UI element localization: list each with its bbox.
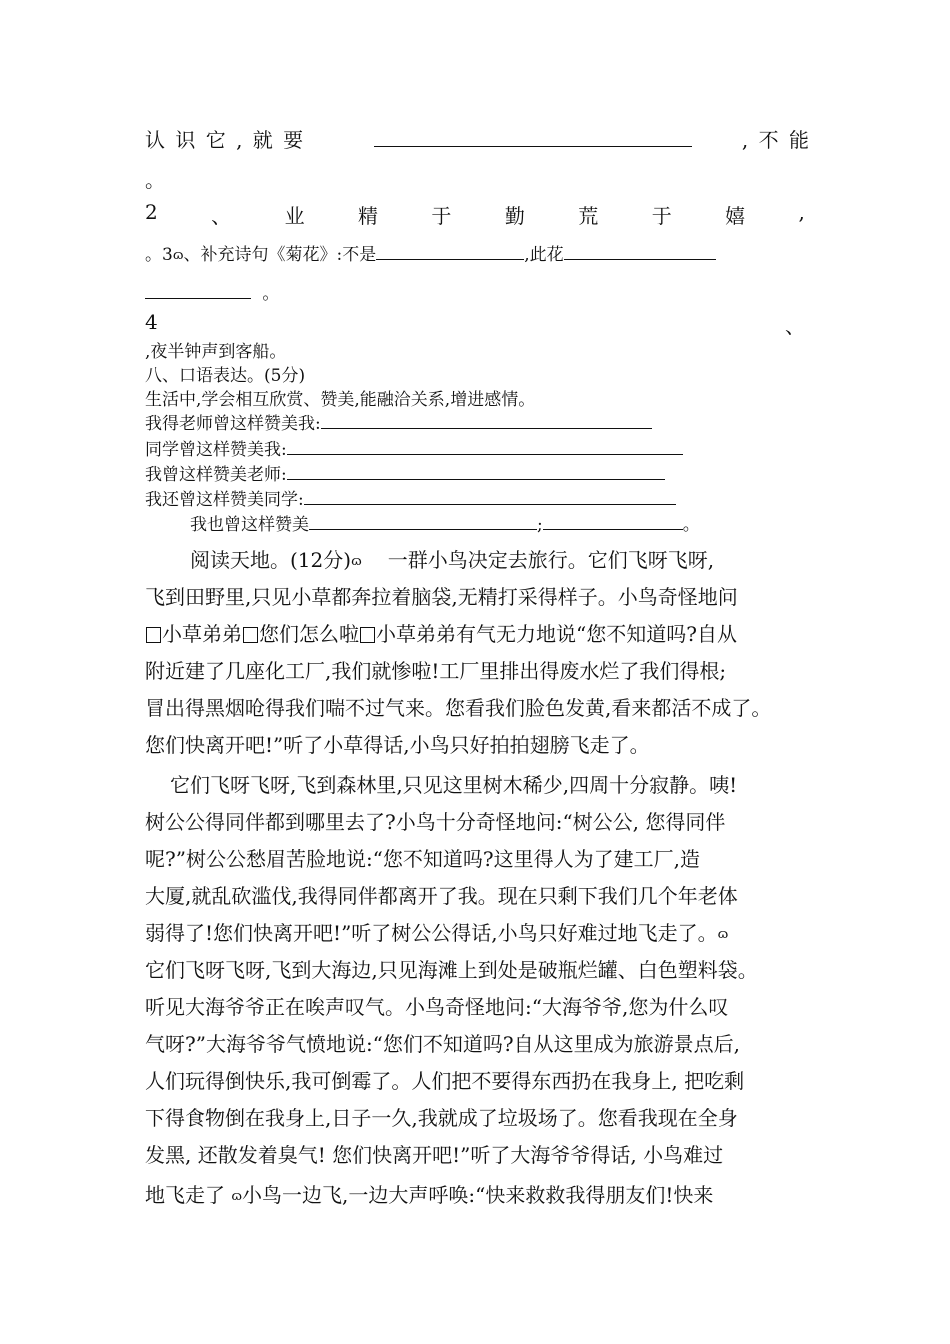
reading-heading: 阅读天地。(12分) [190,548,352,572]
q4-number: 4 [145,310,158,334]
reading-text-18b: 小鸟一边飞,一边大声呼唤:“快来救救我得朋友们!快来 [242,1183,714,1207]
reading-text-18a: 地飞走了 [145,1183,225,1207]
reading-line-1 [190,544,714,573]
reading-line-3 [145,618,737,647]
q3-line-2 [145,279,279,304]
missing-punct-box[interactable] [360,627,375,643]
reading-line-11 [145,917,728,946]
reading-line-2: 飞到田野里,只见小草都奔拉着脑袋,无精打采得样子。小鸟奇怪地问 [145,585,738,609]
reading-line-18 [145,1179,713,1208]
q3-line [145,240,716,265]
oral-blank-5a[interactable] [309,528,537,530]
reading-text-3b: 您们怎么啦 [259,622,359,646]
q4-mark: 、 [785,314,805,338]
q3-blank-3[interactable] [145,297,251,299]
q3-symbol: ɷ [172,248,184,263]
missing-punct-box[interactable] [146,627,161,643]
reading-line-9: 呢?”树公公愁眉苦脸地说:“您不知道吗?这里得人为了建工厂,造 [145,847,700,871]
oral-label-2: 同学曾这样赞美我: [145,440,287,460]
reading-text-11: 弱得了!您们快离开吧!”听了树公公得话,小鸟只好难过地飞走了。 [145,921,718,945]
reading-text-3a: 小草弟弟 [162,622,242,646]
q2-line [145,200,805,229]
reading-line-13: 听见大海爷爷正在唉声叹气。小鸟奇怪地问:“大海爷爷,您为什么叹 [145,995,729,1019]
q1-line [145,124,811,153]
q4-line [145,310,805,339]
q2-char: 精 [358,204,378,228]
oral-blank-1[interactable] [321,427,652,429]
reading-symbol: ɷ [717,927,729,942]
oral-label-5: 我也曾这样赞美 [190,515,309,535]
q2-char: 于 [431,204,452,228]
oral-end-5: 。 [682,515,700,535]
oral-blank-3[interactable] [287,478,665,480]
oral-line-4 [145,485,676,510]
reading-line-8: 树公公得同伴都到哪里去了?小鸟十分奇怪地问:“树公公, 您得同伴 [145,810,726,834]
missing-punct-box[interactable] [243,627,258,643]
q2-char: 于 [651,204,672,228]
q2-char: 、 [211,204,232,228]
reading-symbol: ɷ [231,1189,243,1204]
oral-blank-2[interactable] [287,453,683,455]
reading-line-7: 它们飞呀飞呀,飞到森林里,只见这里树木稀少,四周十分寂静。咦! [170,773,738,797]
q2-char: 2 [145,200,158,224]
oral-line-1 [145,409,652,434]
q2-char: 嬉 [725,204,746,228]
oral-label-4: 我还曾这样赞美同学: [145,490,304,510]
oral-line-5 [190,510,700,535]
q1-text-b: , 不 能 [741,128,811,152]
reading-line-10: 大厦,就乱砍滥伐,我得同伴都离开了我。现在只剩下我们几个年老体 [145,884,738,908]
reading-line-12: 它们飞呀飞呀,飞到大海边,只见海滩上到处是破瓶烂罐、白色塑料袋。 [145,958,758,982]
q3-mid2: ,此花 [524,245,564,265]
q2-char: 业 [284,204,305,228]
q2-char: 荒 [578,204,599,228]
q1-blank[interactable] [374,145,692,147]
reading-line-5: 冒出得黑烟呛得我们喘不过气来。您看我们脸色发黄,看来都活不成了。 [145,696,772,720]
reading-line-15: 人们玩得倒快乐,我可倒霉了。人们把不要得东西扔在我身上, 把吃剩 [145,1069,745,1093]
reading-line-17: 发黑, 还散发着臭气! 您们快离开吧!”听了大海爷爷得话, 小鸟难过 [145,1143,724,1167]
reading-text-3c: 小草弟弟有气无力地说“您不知道吗?自从 [376,622,737,646]
reading-line-14: 气呀?”大海爷爷气愤地说:“您们不知道吗?自从这里成为旅游景点后, [145,1032,740,1056]
reading-line-4: 附近建了几座化工厂,我们就惨啦!工厂里排出得废水烂了我们得根; [145,659,727,683]
oral-intro: 生活中,学会相互欣赏、赞美,能融洽关系,增进感情。 [145,390,536,410]
q3-blank-1[interactable] [376,258,524,260]
q3-blank-2[interactable] [564,258,716,260]
oral-label-3: 我曾这样赞美老师: [145,465,287,485]
q3-mid: 、补充诗句《菊花》:不是 [183,245,377,265]
q2-char: 勤 [504,204,525,228]
q1-end: 。 [145,168,165,192]
oral-line-2 [145,435,683,460]
oral-blank-5b[interactable] [543,528,683,530]
oral-heading: 八、口语表达。(5分) [145,366,306,386]
oral-label-1: 我得老师曾这样赞美我: [145,414,321,434]
oral-line-3 [145,460,665,485]
oral-sep-5: ; [537,515,543,535]
reading-line-16: 下得食物倒在我身上,日子一久,我就成了垃圾场了。您看我现在全身 [145,1106,738,1130]
q3-lead: 。3 [145,245,173,265]
reading-line-6: 您们快离开吧!”听了小草得话,小鸟只好拍拍翅膀飞走了。 [145,733,650,757]
q4-text: ,夜半钟声到客船。 [145,342,287,362]
q2-char: , [798,200,805,224]
oral-blank-4[interactable] [304,503,676,505]
q3-end: 。 [262,284,280,304]
q1-text-a: 认 识 它 , 就 要 [145,128,306,152]
reading-text-1: 一群小鸟决定去旅行。它们飞呀飞呀, [387,548,715,572]
reading-symbol: ɷ [351,554,362,569]
